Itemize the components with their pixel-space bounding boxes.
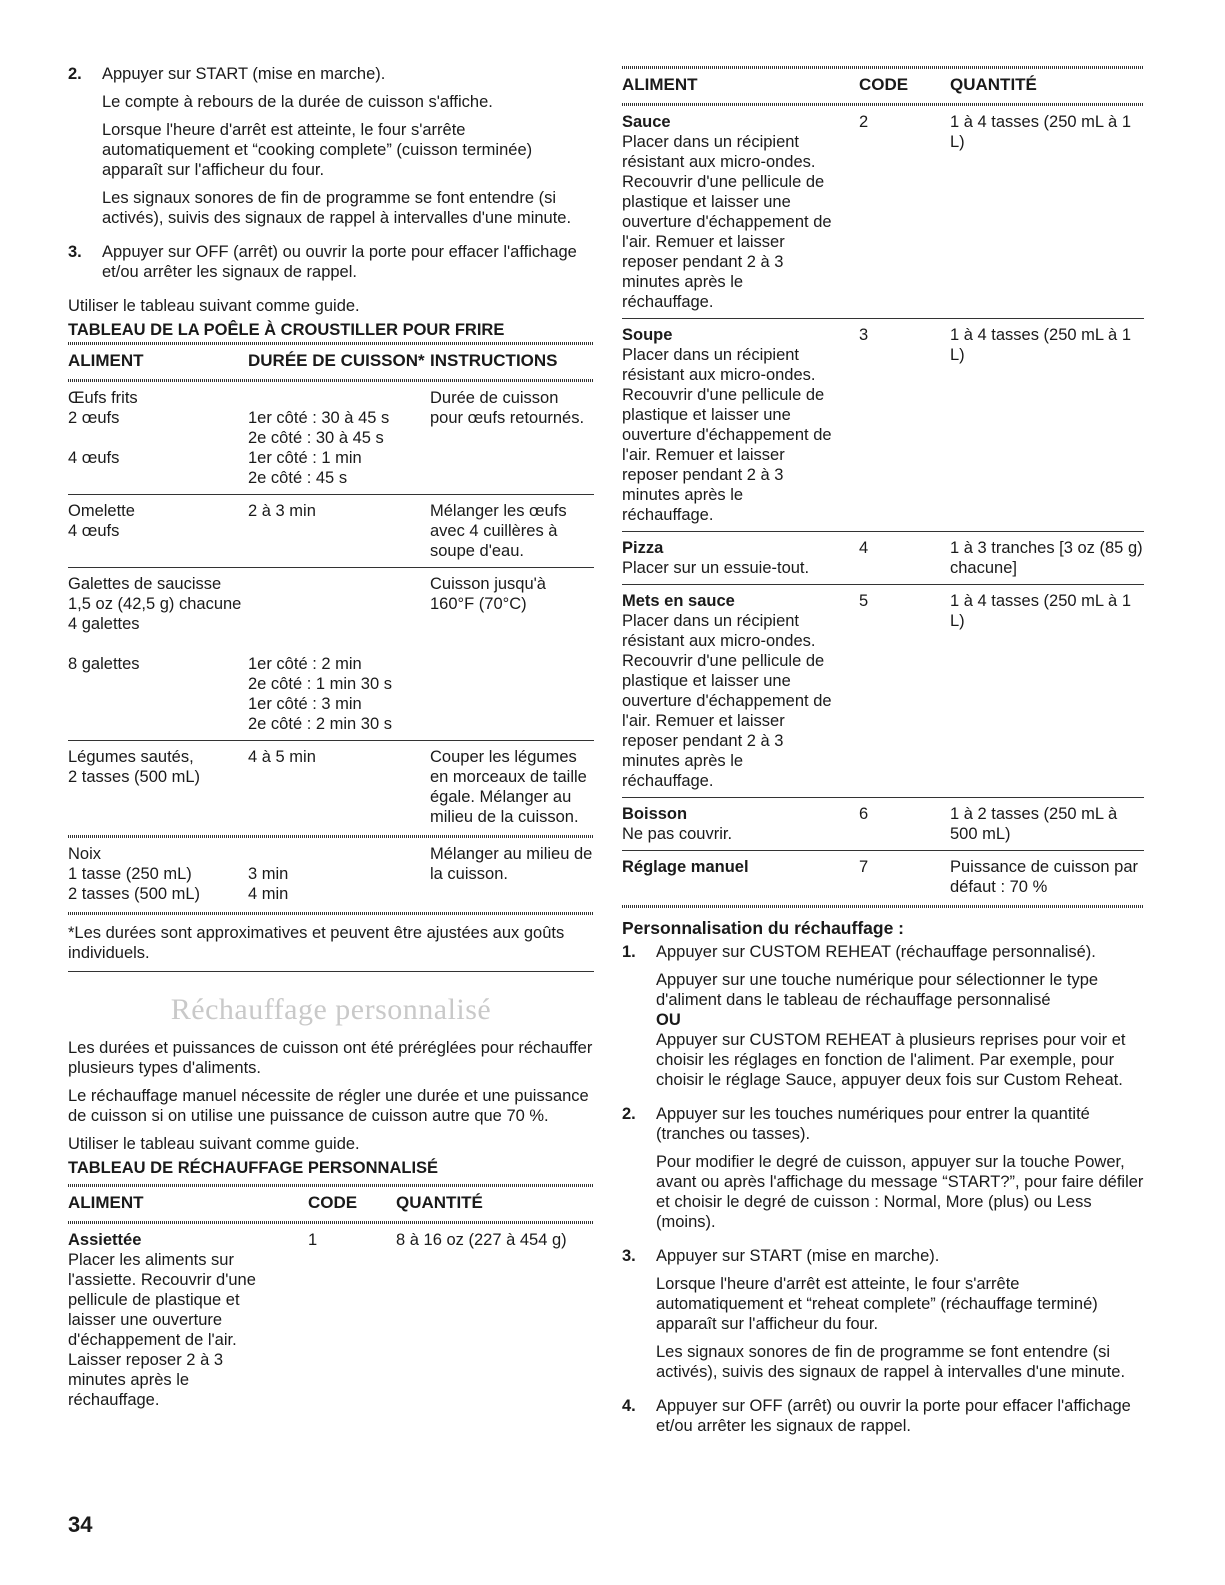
- step-text: Appuyer sur une touche numérique pour sélectionner le type d'aliment dans le tableau de réchauffage personnalisé: [656, 971, 1099, 1009]
- table-row: [68, 838, 594, 910]
- table-row: [622, 851, 1144, 903]
- divider: [622, 905, 1144, 908]
- header-instructions: INSTRUCTIONS: [430, 351, 558, 370]
- step-text: Le compte à rebours de la durée de cuisson s'affiche.: [102, 93, 493, 111]
- steps: [622, 942, 1144, 1444]
- header-quantite: QUANTITÉ: [950, 75, 1037, 94]
- paragraph: Les durées et puissances de cuisson ont été préréglées pour réchauffer plusieurs types d'aliments.: [68, 1039, 593, 1077]
- cell-aliment: Noix 1 tasse (250 mL) 2 tasses (500 mL): [68, 845, 201, 903]
- table-row: [68, 568, 594, 740]
- step-number: 2.: [68, 65, 82, 83]
- header-quantite: QUANTITÉ: [396, 1193, 483, 1212]
- cell-duree: 4 à 5 min: [248, 748, 316, 766]
- food-name: Soupe: [622, 326, 673, 344]
- food-name: Mets en sauce: [622, 592, 735, 610]
- header-aliment: ALIMENT: [68, 1193, 144, 1212]
- fry-table: [68, 345, 594, 915]
- food-name: Sauce: [622, 113, 671, 131]
- left-column: [68, 64, 594, 1416]
- cell-instructions: Mélanger les œufs avec 4 cuillères à soupe d'eau.: [430, 502, 567, 560]
- food-name: Pizza: [622, 539, 664, 557]
- food-code: 1: [308, 1231, 318, 1249]
- table-row: [622, 106, 1144, 318]
- step-text: Appuyer sur START (mise en marche).: [102, 65, 386, 83]
- food-name: Réglage manuel: [622, 858, 749, 876]
- table-row: [622, 532, 1144, 584]
- food-desc: Placer dans un récipient résistant aux micro-ondes. Recouvrir d'une pellicule de plastique et laisser une ouverture d'échappement de l'air. Remuer et laisser reposer pendant 2 à 3 minutes après le réchauffage.: [622, 346, 832, 524]
- cell-instructions: Mélanger au milieu de la cuisson.: [430, 845, 593, 883]
- cell-instructions: Couper les légumes en morceaux de taille égale. Mélanger au milieu de la cuisson.: [430, 748, 587, 826]
- step-4: [622, 1396, 1144, 1444]
- table-row: [622, 798, 1144, 850]
- header-aliment: ALIMENT: [622, 75, 698, 94]
- food-code: 3: [859, 326, 869, 344]
- cell-duree: 1er côté : 30 à 45 s 2e côté : 30 à 45 s 1er côté : 1 min 2e côté : 45 s: [248, 409, 390, 487]
- step-text: Appuyer sur les touches numériques pour entrer la quantité (tranches ou tasses).: [656, 1105, 1090, 1143]
- food-desc: Placer les aliments sur l'assiette. Recouvrir d'une pellicule de plastique et laisser une ouverture d'échappement de l'air. Laisser reposer 2 à 3 minutes après le réchauffage.: [68, 1251, 256, 1409]
- cell-aliment: Galettes de saucisse 1,5 oz (42,5 g) chacune 4 galettes 8 galettes: [68, 575, 242, 673]
- step-text: Appuyer sur OFF (arrêt) ou ouvrir la porte pour effacer l'affichage et/ou arrêter les signaux de rappel.: [102, 243, 577, 281]
- right-column: [622, 64, 1144, 1450]
- food-qty: 1 à 4 tasses (250 mL à 1 L): [950, 592, 1131, 630]
- step-number: 3.: [68, 243, 82, 261]
- footnote: *Les durées sont approximatives et peuvent être ajustées aux goûts individuels.: [68, 924, 565, 962]
- table-row: [68, 1224, 594, 1416]
- step-number: 3.: [622, 1247, 636, 1265]
- cell-instructions: Cuisson jusqu'à 160°F (70°C): [430, 575, 546, 613]
- food-name: Assiettée: [68, 1231, 142, 1249]
- header-duree: DURÉE DE CUISSON*: [248, 351, 425, 370]
- page-number: 34: [68, 1512, 93, 1537]
- table-row: [622, 319, 1144, 531]
- step-text: Lorsque l'heure d'arrêt est atteinte, le four s'arrête automatiquement et “reheat complete” (réchauffage terminé) apparaît sur l'afficheur du four.: [656, 1275, 1098, 1333]
- steps-top: [68, 64, 594, 290]
- step-text: Les signaux sonores de fin de programme se font entendre (si activés), suivis des signaux de rappel à intervalles d'une minute.: [102, 189, 572, 227]
- food-qty: Puissance de cuisson par défaut : 70 %: [950, 858, 1139, 896]
- step-2: [622, 1104, 1144, 1240]
- section-title: Réchauffage personnalisé: [170, 993, 492, 1026]
- step-text: Les signaux sonores de fin de programme se font entendre (si activés), suivis des signaux de rappel à intervalles d'une minute.: [656, 1343, 1126, 1381]
- step-number: 2.: [622, 1105, 636, 1123]
- reheat-table-title: TABLEAU DE RÉCHAUFFAGE PERSONNALISÉ: [68, 1159, 439, 1177]
- cell-instructions: Durée de cuisson pour œufs retournés.: [430, 389, 585, 427]
- food-qty: 1 à 4 tasses (250 mL à 1 L): [950, 326, 1131, 364]
- table-row: [68, 382, 594, 494]
- paragraph: Utiliser le tableau suivant comme guide.: [68, 1135, 360, 1153]
- paragraph: Le réchauffage manuel nécessite de régler une durée et une puissance de cuisson si on utilise une puissance de cuisson autre que 70 %.: [68, 1087, 589, 1125]
- step-number: 4.: [622, 1397, 636, 1415]
- cell-aliment: Légumes sautés, 2 tasses (500 mL): [68, 748, 201, 786]
- food-qty: 1 à 3 tranches [3 oz (85 g) chacune]: [950, 539, 1143, 577]
- cell-aliment: Œufs frits 2 œufs 4 œufs: [68, 389, 138, 467]
- food-name: Boisson: [622, 805, 688, 823]
- reheat-table-header: [622, 69, 1144, 101]
- food-desc: Placer dans un récipient résistant aux micro-ondes. Recouvrir d'une pellicule de plastique et laisser une ouverture d'échappement de l'air. Remuer et laisser reposer pendant 2 à 3 minutes après le réchauffage.: [622, 612, 832, 790]
- step-1: [622, 942, 1144, 1098]
- reheat-table-right: [622, 69, 1144, 908]
- step-text: Lorsque l'heure d'arrêt est atteinte, le four s'arrête automatiquement et “cooking complete” (cuisson terminée) apparaît sur l'afficheur du four.: [102, 121, 533, 179]
- food-code: 2: [859, 113, 869, 131]
- food-desc: Ne pas couvrir.: [622, 825, 733, 843]
- step-text: Appuyer sur CUSTOM REHEAT (réchauffage personnalisé).: [656, 943, 1096, 961]
- food-desc: Placer sur un essuie-tout.: [622, 559, 810, 577]
- step-text: Appuyer sur CUSTOM REHEAT à plusieurs reprises pour voir et choisir les réglages en fonction de l'aliment. Par exemple, pour choisir le réglage Sauce, appuyer deux fois sur Custom Reheat.: [656, 1031, 1126, 1089]
- fry-table-header: [68, 345, 594, 377]
- table-row: [68, 741, 594, 833]
- food-qty: 1 à 2 tasses (250 mL à 500 mL): [950, 805, 1118, 843]
- step-3: [622, 1246, 1144, 1390]
- food-code: 6: [859, 805, 869, 823]
- table-row: [622, 585, 1144, 797]
- divider: [68, 912, 594, 915]
- step-text: Appuyer sur OFF (arrêt) ou ouvrir la porte pour effacer l'affichage et/ou arrêter les signaux de rappel.: [656, 1397, 1131, 1435]
- reheat-table-header: [68, 1187, 594, 1219]
- food-desc: Placer dans un récipient résistant aux micro-ondes. Recouvrir d'une pellicule de plastique et laisser une ouverture d'échappement de l'air. Remuer et laisser reposer pendant 2 à 3 minutes après le réchauffage.: [622, 133, 832, 311]
- header-code: CODE: [308, 1193, 358, 1212]
- food-code: 7: [859, 858, 869, 876]
- food-code: 5: [859, 592, 869, 610]
- reheat-table-left: [68, 1187, 594, 1416]
- cell-duree: 2 à 3 min: [248, 502, 316, 520]
- cell-duree: 3 min 4 min: [248, 865, 289, 903]
- cell-aliment: Omelette 4 œufs: [68, 502, 135, 540]
- header-code: CODE: [859, 75, 909, 94]
- food-qty: 1 à 4 tasses (250 mL à 1 L): [950, 113, 1131, 151]
- header-aliment: ALIMENT: [68, 351, 144, 370]
- step-number: 1.: [622, 943, 636, 961]
- custom-heading: Personnalisation du réchauffage :: [622, 918, 904, 938]
- step-2: [68, 64, 594, 236]
- table-row: [68, 495, 594, 567]
- fry-table-title: TABLEAU DE LA POÊLE À CROUSTILLER POUR FRIRE: [68, 321, 505, 339]
- food-qty: 8 à 16 oz (227 à 454 g): [396, 1231, 567, 1249]
- step-or: OU: [656, 1011, 681, 1029]
- food-code: 4: [859, 539, 869, 557]
- divider: [68, 971, 594, 972]
- step-text: Pour modifier le degré de cuisson, appuyer sur la touche Power, avant ou après l'affichage du message “START?”, pour faire défiler et choisir le degré de cuisson : Normal, More (plus) ou Less (moins).: [656, 1153, 1144, 1231]
- step-text: Appuyer sur START (mise en marche).: [656, 1247, 940, 1265]
- guide-text: Utiliser le tableau suivant comme guide.: [68, 297, 360, 315]
- cell-duree: 1er côté : 2 min 2e côté : 1 min 30 s 1er côté : 3 min 2e côté : 2 min 30 s: [248, 655, 392, 733]
- step-3: [68, 242, 594, 290]
